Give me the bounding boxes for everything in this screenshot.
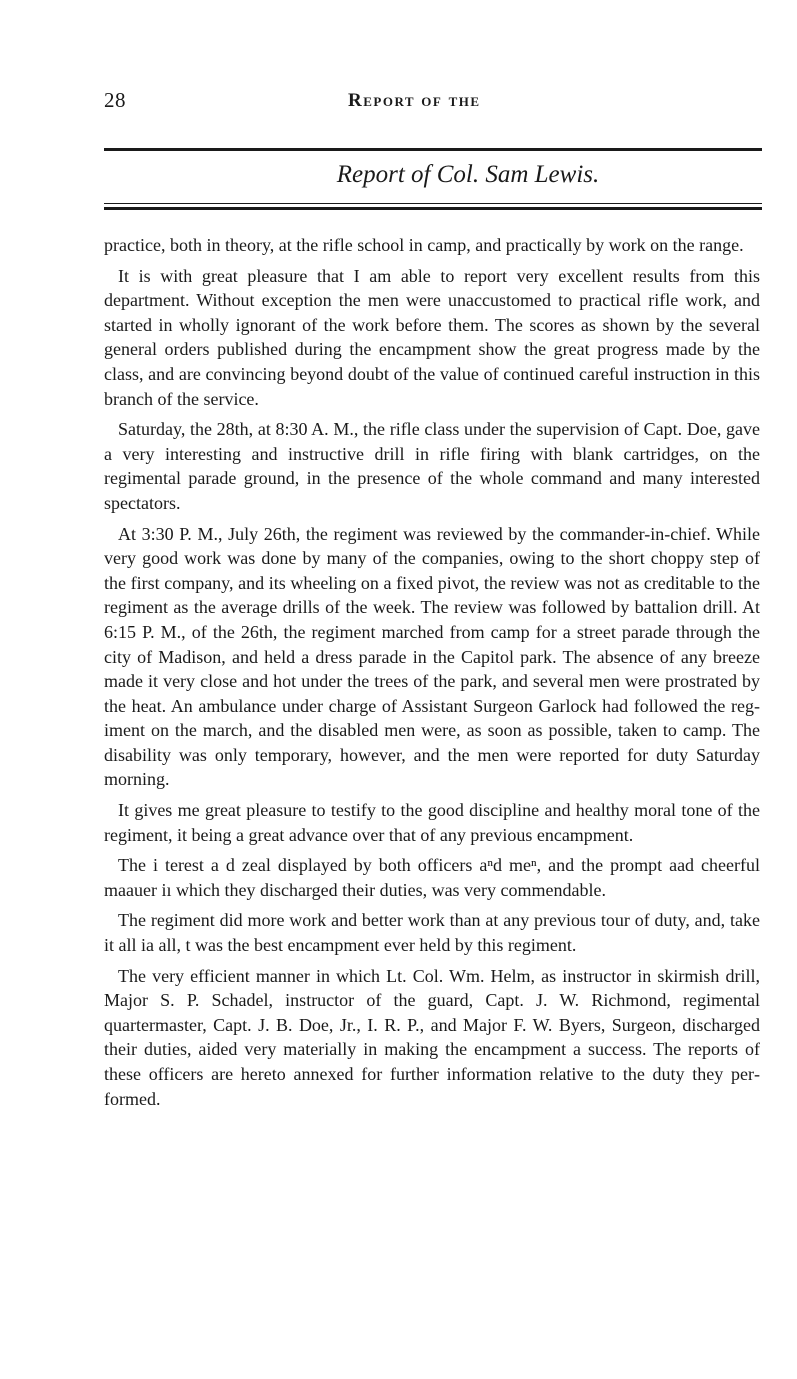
header-rule-thin	[104, 203, 762, 204]
paragraph-review: At 3:30 P. M., July 26th, the regiment was reviewed by the commander-in-chief. While very good work was done by many of the companies, owing to the short choppy step of the first company, and its wheeling on a fixed pivot, the review was not as creditable to the regiment as the average drills of the week. The review was followed by battalion drill. At 6:15 P. M., of the 26th, the regiment marched from camp for a street parade through the city of Madison, and held a dress parade in the Capitol park. The absence of any breeze made it very close and hot under the trees of the park, and several men were prostrated by the heat. An ambulance under charge of Assistant Surgeon Garlock had followed the regiment on the march, and the disabled men were, as soon as possible, taken to camp. The disability was only temporary, however, and the men were reported for duty Saturday morning.	[104, 523, 760, 790]
section-title: Report of Col. Sam Lewis.	[336, 161, 600, 188]
paragraph-officers: The very efficient manner in which Lt. Col. Wm. Helm, as instructor in skirmish drill, Major S. P. Schadel, instructor of the guard, Capt. J. W. Richmond, regimental quartermaster, Capt. J. B. Doe, Jr., I. R. P., and Major F. W. Byers, Surgeon, discharged their duties, aided very materially in making the encampment a success. The reports of these officers are hereto annexed for further information relative to the duty they performed.	[104, 965, 760, 1109]
paragraph-zeal: The i terest a d zeal displayed by both officers aⁿd meⁿ, and the prompt aad cheerful maauer iı which they discharged their duties, was very commendable.	[104, 855, 760, 900]
paragraph-discipline: It gives me great pleasure to testify to the good discipline and healthy moral tone of the regiment, it being a great advance over that of any previous encampment.	[104, 800, 760, 845]
page-number: 28	[104, 88, 126, 112]
body-text	[104, 233, 760, 1117]
running-title: Report of the	[348, 90, 481, 111]
paragraph-rifle-drill: Saturday, the 28th, at 8:30 A. M., the rifle class under the supervision of Capt. Doe, gave a very interesting and instructive drill in rifle firing with blank cartridges, on the regimental parade ground, in the presence of the whole command and many interested spectators.	[104, 419, 760, 513]
header-rule-top	[104, 148, 762, 151]
header-rule-thick	[104, 207, 762, 210]
paragraph-continuation: practice, both in theory, at the rifle school in camp, and practically by work on the range.	[104, 235, 744, 255]
paragraph-best-encampment: The regiment did more work and better work than at any previous tour of duty, and, take it all ia all, t was the best encampment ever held by this regiment.	[104, 910, 760, 956]
paragraph-rifle-results: It is with great pleasure that I am able to report very excellent results from this department. Without exception the men were unaccustomed to practical rifle work, and started in wholly ignorant of the work before them. The scores as shown by the several general orders published during the encampment show the great progress made by the class, and are convincing beyond doubt of the value of continued careful instruction in this branch of the service.	[104, 265, 760, 409]
